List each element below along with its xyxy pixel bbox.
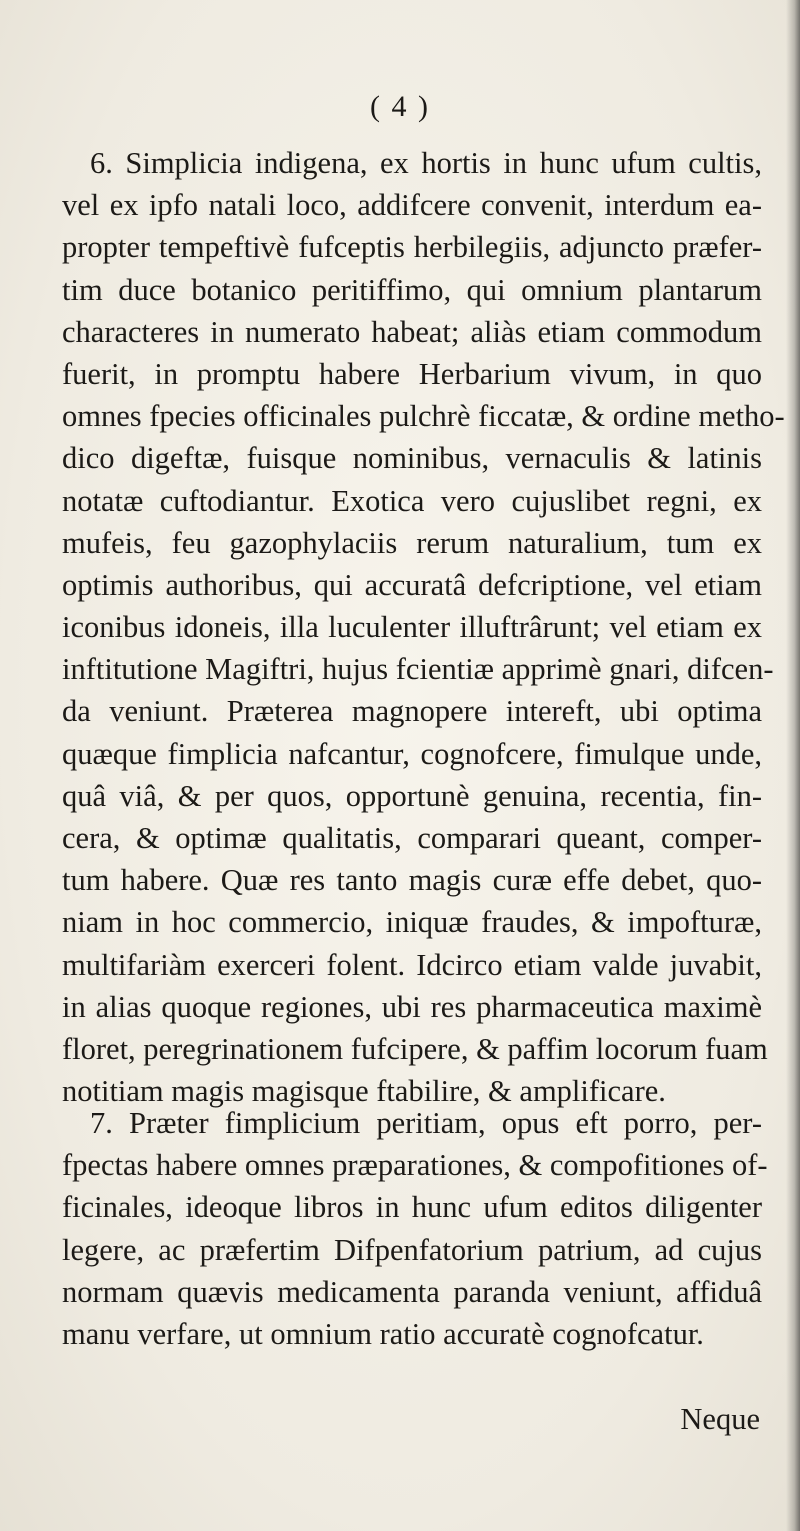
paragraph-7: [62, 1102, 768, 1355]
text-line: tim duce botanico peritiffimo, qui omnium plantarum: [62, 272, 762, 307]
text-line: optimis authoribus, qui accuratâ defcriptione, vel etiam: [62, 567, 762, 602]
text-line: 6. Simplicia indigena, ex hortis in hunc ufum cultis,: [90, 146, 762, 180]
text-line: manu verfare, ut omnium ratio accuratè cognofcatur.: [62, 1316, 704, 1351]
text-line: fpectas habere omnes præparationes, & compofitiones of-: [62, 1148, 768, 1183]
page-edge-shadow: [786, 0, 800, 1531]
text-line: normam quævis medicamenta paranda veniunt, affiduâ: [62, 1274, 762, 1309]
text-line: omnes fpecies officinales pulchrè ficcatæ, & ordine metho-: [62, 399, 785, 434]
catchword: Neque: [680, 1402, 760, 1436]
paragraph-6: [62, 142, 785, 1112]
text-line: mufeis, feu gazophylaciis rerum naturalium, tum ex: [62, 525, 762, 560]
text-line: tum habere. Quæ res tanto magis curæ effe debet, quo-: [62, 863, 762, 898]
text-line: fuerit, in promptu habere Herbarium vivum, in quo: [62, 356, 762, 391]
text-line: quæque fimplicia nafcantur, cognofcere, fimulque unde,: [62, 736, 762, 771]
text-line: in alias quoque regiones, ubi res pharmaceutica maximè: [62, 989, 762, 1024]
text-line: ficinales, ideoque libros in hunc ufum editos diligenter: [62, 1190, 762, 1225]
text-line: cera, & optimæ qualitatis, comparari queant, comper-: [62, 821, 762, 855]
text-line: notitiam magis magisque ftabilire, & amplificare.: [62, 1074, 666, 1109]
text-line: legere, ac præfertim Difpenfatorium patrium, ad cujus: [62, 1232, 762, 1267]
text-line: notatæ cuftodiantur. Exotica vero cujuslibet regni, ex: [62, 483, 762, 518]
text-line: inftitutione Magiftri, hujus fcientiæ apprimè gnari, difcen-: [62, 652, 774, 687]
text-line: iconibus idoneis, illa luculenter illuftrârunt; vel etiam ex: [62, 610, 762, 645]
text-line: characteres in numerato habeat; aliàs etiam commodum: [62, 314, 762, 349]
text-line: dico digeftæ, fuisque nominibus, vernaculis & latinis: [62, 441, 762, 476]
text-line: quâ viâ, & per quos, opportunè genuina, recentia, fin-: [62, 778, 762, 813]
text-line: propter tempeftivè fufceptis herbilegiis, adjuncto præfer-: [62, 230, 762, 265]
text-line: niam in hoc commercio, iniquæ fraudes, & impofturæ,: [62, 905, 762, 940]
text-line: 7. Præter fimplicium peritiam, opus eft porro, per-: [90, 1106, 762, 1140]
text-line: floret, peregrinationem fufcipere, & paffim locorum fuam: [62, 1031, 768, 1066]
page-number: ( 4 ): [370, 90, 430, 123]
text-line: vel ex ipfo natali loco, addifcere convenit, interdum ea-: [62, 188, 762, 223]
text-line: da veniunt. Præterea magnopere intereft, ubi optima: [62, 694, 762, 729]
text-line: multifariàm exerceri folent. Idcirco etiam valde juvabit,: [62, 947, 762, 982]
